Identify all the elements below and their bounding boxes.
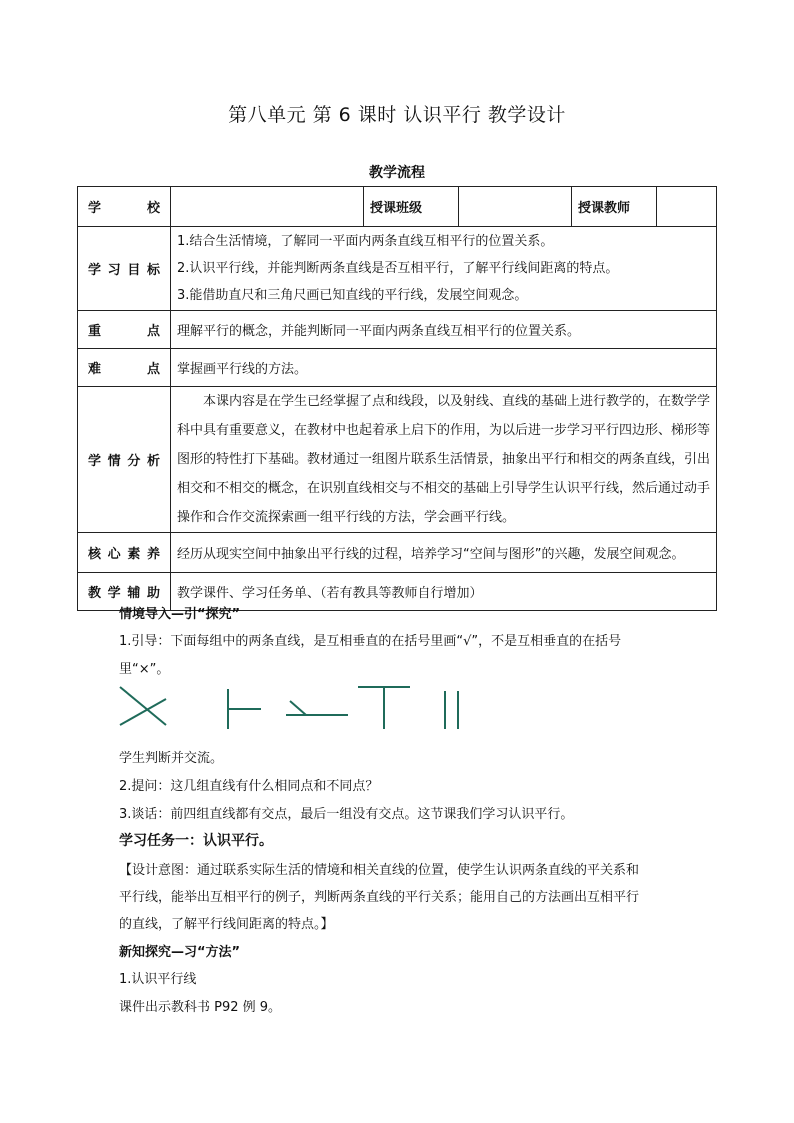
- table-row: [78, 349, 717, 387]
- subsection-1: 1.认识平行线: [119, 972, 197, 987]
- analysis-text: 本课内容是在学生已经掌握了点和线段，以及射线、直线的基础上进行教学的，在数学学科中具有重要意义，在教材中也起着承上启下的作用，为以后进一步学习平行四边形、梯形等图形的特性打下基础。教材通过一组图片联系生活情景，抽象出平行和相交的两条直线，引出相交和不相交的概念，在识别直线相交与不相交的基础上引导学生认识平行线，然后通过动手操作和合作交流探索画一组平行线的方法，学会画平行线。: [171, 387, 717, 533]
- aids-label: 教学辅助: [78, 573, 171, 611]
- analysis-label: 学情分析: [78, 387, 171, 533]
- class-value: [459, 187, 572, 227]
- design-intent-line-2: 平行线，能举出互相平行的例子，判断两条直线的平行关系；能用自己的方法画出互相平行: [119, 890, 640, 905]
- task-heading: 学习任务一：认识平行。: [119, 833, 273, 849]
- question-1-line-2: 里“×”。: [119, 662, 170, 677]
- table-row: [78, 387, 717, 533]
- subsection-1-text: 课件出示教科书 P92 例 9。: [119, 1000, 282, 1015]
- line-pair-slanted: [286, 701, 348, 715]
- aids-text: 教学课件、学习任务单、（若有教具等教师自行增加）: [171, 573, 717, 611]
- school-value: [171, 187, 364, 227]
- design-intent-line-3: 的直线，了解平行线间距离的特点。】: [119, 917, 334, 932]
- question-3: 3.谈话：前四组直线都有交点，最后一组没有交点。这节课我们学习认识平行。: [119, 807, 574, 822]
- difficult-point: 掌握画平行线的方法。: [171, 349, 717, 387]
- objective-item: 3.能借助直尺和三角尺画已知直线的平行线，发展空间观念。: [177, 288, 528, 303]
- difficult-label: 难 点: [78, 349, 171, 387]
- key-point: 理解平行的概念，并能判断同一平面内两条直线互相平行的位置关系。: [171, 311, 717, 349]
- line-pair-crossing: [120, 687, 166, 725]
- table-row: [78, 533, 717, 573]
- objectives-cell: [171, 227, 717, 311]
- objective-item: 2.认识平行线，并能判断两条直线是否互相平行，了解平行线间距离的特点。: [177, 261, 619, 276]
- lesson-plan-table: [77, 186, 717, 611]
- section-subtitle: 教学流程: [369, 165, 425, 181]
- school-label: 学 校: [78, 187, 171, 227]
- line-pair-perpendicular-t: [228, 689, 261, 729]
- line-pair-t-shape: [358, 687, 410, 729]
- design-intent-line-1: 【设计意图：通过联系实际生活的情境和相关直线的位置，使学生认识两条直线的平关系和: [119, 863, 640, 878]
- table-row: [78, 311, 717, 349]
- literacy-label: 核心素养: [78, 533, 171, 573]
- explore-heading: 新知探究—习“方法”: [119, 945, 241, 960]
- table-row: [78, 187, 717, 227]
- question-1-after: 学生判断并交流。: [119, 751, 224, 766]
- question-1-line-1: 1.引导：下面每组中的两条直线，是互相垂直的在括号里画“√”，不是互相垂直的在括号: [119, 634, 622, 649]
- objective-item: 1.结合生活情境，了解同一平面内两条直线互相平行的位置关系。: [177, 234, 554, 249]
- table-row: [78, 227, 717, 311]
- question-2: 2.提问：这几组直线有什么相同点和不同点？: [119, 779, 379, 794]
- teacher-value: [657, 187, 717, 227]
- document-title: 第八单元 第 6 课时 认识平行 教学设计: [228, 104, 566, 126]
- key-label: 重 点: [78, 311, 171, 349]
- teacher-label: 授课教师: [572, 187, 657, 227]
- line-pair-parallel: [445, 691, 458, 729]
- intro-heading: 情境导入—引“探究”: [119, 607, 241, 622]
- literacy-text: 经历从现实空间中抽象出平行线的过程，培养学习“空间与图形”的兴趣，发展空间观念。: [171, 533, 717, 573]
- class-label: 授课班级: [364, 187, 459, 227]
- line-pairs-figure: [118, 685, 478, 731]
- objectives-label: 学习目标: [78, 227, 171, 311]
